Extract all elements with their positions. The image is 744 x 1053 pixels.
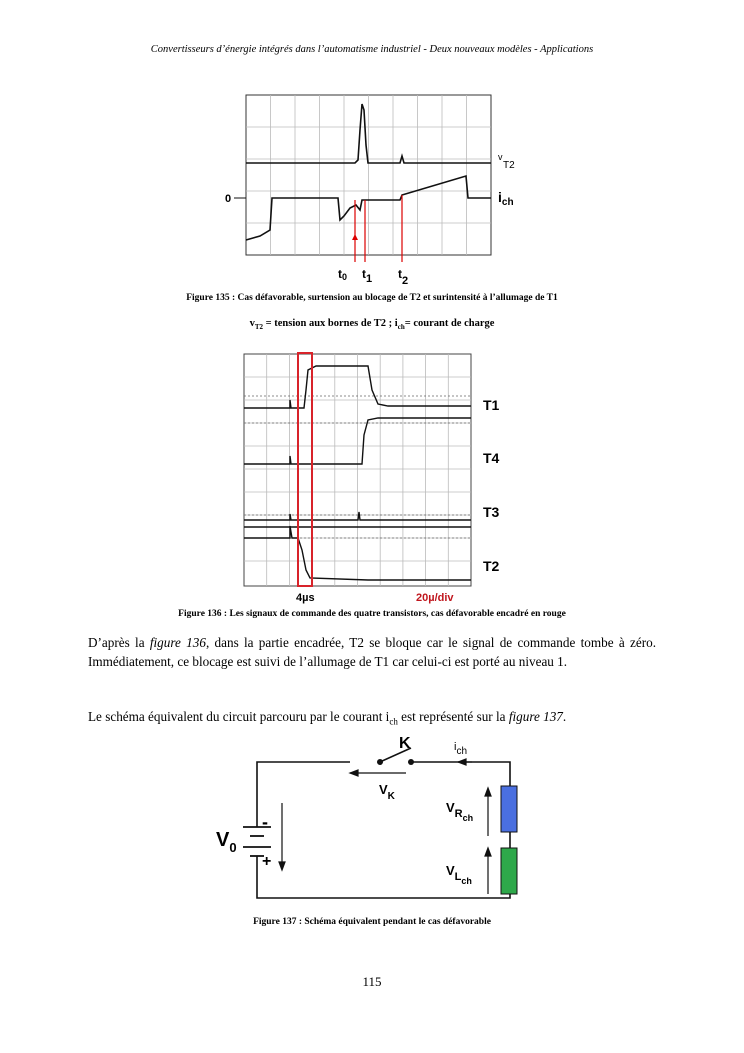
figure-137-circuit <box>210 728 530 908</box>
svg-text:t0: t0 <box>338 267 348 282</box>
svg-text:ich: ich <box>454 741 468 757</box>
ich-sub: ch <box>501 197 514 208</box>
plus-sign: + <box>262 853 272 870</box>
t1-label: t <box>362 267 366 281</box>
paragraph-1: D’après la figure 136, dans la partie encadrée, T2 se bloque car le signal de commande tombe à zéro. Immédiatement, ce blocage est suivi de l’allumage de T1 car celui-ci est porté au niveau 1. <box>88 635 656 669</box>
svg-text:T2 <box>503 160 515 171</box>
svg-text:VLch: $V_{Lch}$ <box>446 863 472 886</box>
ich-label-circuit: i <box>454 741 457 753</box>
figure-137-caption: Figure 137 : Schéma équivalent pendant le cas défavorable <box>253 917 491 927</box>
svg-text:ich <box>498 189 514 208</box>
figure-135-legend: $v_{T2}$ = tension aux bornes de T2 ; $i_{ch}=$ courant de charge <box>249 318 495 332</box>
vt2-label: v <box>498 152 503 162</box>
ich-label: i <box>498 189 502 205</box>
switch-label: K <box>399 735 411 752</box>
svg-text:V0: $V_0$ <box>216 829 237 855</box>
channel-label-t2: T2 <box>483 558 500 574</box>
svg-text:t1: t1 <box>362 267 373 285</box>
v0-label: V <box>216 829 230 851</box>
channel-label-t4: T4 <box>483 450 500 466</box>
t2-label: t <box>398 267 402 281</box>
channel-label-t1: T1 <box>483 397 500 413</box>
zero-label: 0 <box>225 193 232 205</box>
figure-135-caption: Figure 135 : Cas défavorable, surtension au blocage de T2 et surintensité à l’allumage de T1 <box>186 293 558 303</box>
svg-text:VRch: $V_{Rch}$ <box>446 800 474 823</box>
running-header: Convertisseurs d’énergie intégrés dans l’automatisme industriel - Deux nouveaux modèles - Applications <box>150 44 594 55</box>
vk-label: V <box>379 782 388 797</box>
minus-sign: - <box>262 812 268 832</box>
t0-label: t <box>338 267 342 281</box>
vt2-sub: T2 <box>503 160 515 171</box>
channel-label-t3: T3 <box>483 504 500 520</box>
paragraph-2: Le schéma équivalent du circuit parcouru par le courant $i_{ch}$ est représenté sur la figure 137. <box>88 709 567 727</box>
svg-text:VK: $V_K$ <box>379 782 395 802</box>
figure-135-oscilloscope <box>220 90 540 290</box>
timebase-label: 20µ/div <box>416 592 454 604</box>
svg-text:t2: t2 <box>398 267 409 287</box>
figure-136-oscilloscope <box>238 350 518 606</box>
time-marker: 4µs <box>296 592 315 604</box>
inductor-lch <box>501 848 517 894</box>
resistor-rch <box>501 786 517 832</box>
vrch-label: V <box>446 800 455 815</box>
vlch-label: V <box>446 863 455 878</box>
page-number: 115 <box>362 974 382 989</box>
figure-136-caption: Figure 136 : Les signaux de commande des quatre transistors, cas défavorable encadré en rouge <box>178 609 566 619</box>
